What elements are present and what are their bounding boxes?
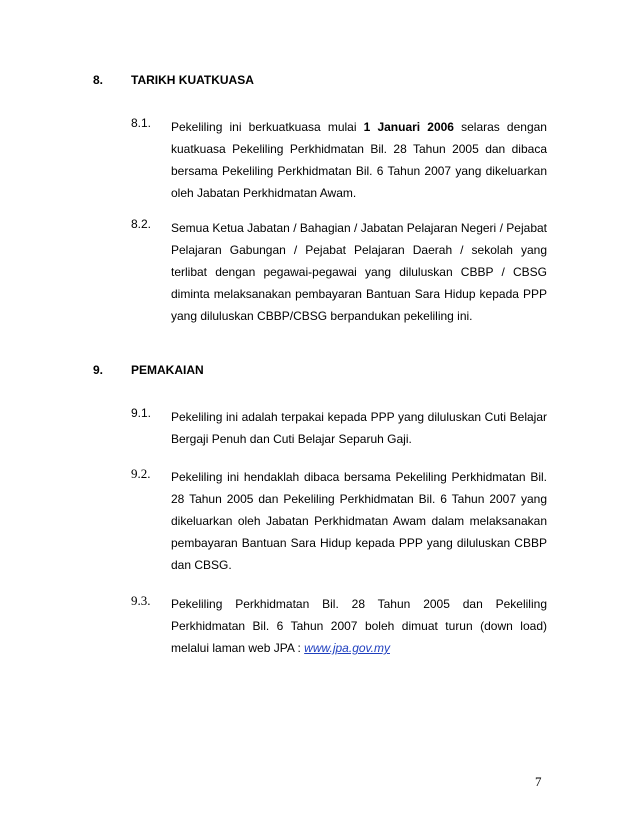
jpa-website-link[interactable]: www.jpa.gov.my — [304, 641, 390, 655]
text-segment: Pekeliling Perkhidmatan Bil. 28 Tahun 2005 dan Pekeliling Perkhidmatan Bil. 6 Tahun 2007 boleh dimuat turun (down load) melalui laman web JPA : — [171, 597, 547, 655]
paragraph-8-1 — [131, 116, 547, 204]
section-number: 9. — [93, 363, 104, 377]
effective-date: 1 Januari 2006 — [363, 120, 454, 134]
paragraph-8-2 — [131, 217, 547, 327]
section-number: 8. — [93, 73, 104, 87]
paragraph-9-2 — [131, 466, 547, 576]
paragraph-number: 9.2. — [131, 466, 151, 481]
section-title: TARIKH KUATKUASA — [131, 73, 254, 87]
paragraph-text — [171, 116, 547, 204]
paragraph-9-3 — [131, 593, 547, 659]
section-title: PEMAKAIAN — [131, 363, 204, 377]
paragraph-text: Pekeliling ini hendaklah dibaca bersama Pekeliling Perkhidmatan Bil. 28 Tahun 2005 dan Pekeliling Perkhidmatan Bil. 6 Tahun 2007 yang dikeluarkan oleh Jabatan Perkhidmatan Awam dalam melaksanakan pembayaran Bantuan Sara Hidup kepada PPP yang diluluskan CBBP dan CBSG. — [171, 470, 547, 572]
page-number: 7 — [535, 774, 542, 789]
text-segment: Pekeliling ini berkuatkuasa mulai — [171, 120, 364, 134]
paragraph-number: 9.1. — [131, 406, 152, 420]
paragraph-number: 9.3. — [131, 593, 151, 608]
paragraph-9-1 — [131, 406, 547, 450]
paragraph-number: 8.2. — [131, 217, 152, 231]
paragraph-text — [171, 593, 547, 659]
paragraph-number: 8.1. — [131, 116, 152, 130]
text-segment: selaras dengan kuatkuasa Pekeliling Perkhidmatan Bil. 28 Tahun 2005 dan dibaca bersama Pekeliling Perkhidmatan Bil. 6 Tahun 2007 yang dikeluarkan oleh Jabatan Perkhidmatan Awam. — [171, 120, 547, 200]
paragraph-text: Pekeliling ini adalah terpakai kepada PPP yang diluluskan Cuti Belajar Bergaji Penuh dan Cuti Belajar Separuh Gaji. — [171, 410, 547, 446]
paragraph-text: Semua Ketua Jabatan / Bahagian / Jabatan Pelajaran Negeri / Pejabat Pelajaran Gabungan / Pejabat Pelajaran Daerah / sekolah yang terlibat dengan pegawai-pegawai yang diluluskan CBBP / CBSG diminta melaksanakan pembayaran Bantuan Sara Hidup kepada PPP yang diluluskan CBBP/CBSG berpandukan pekeliling ini. — [171, 221, 547, 323]
